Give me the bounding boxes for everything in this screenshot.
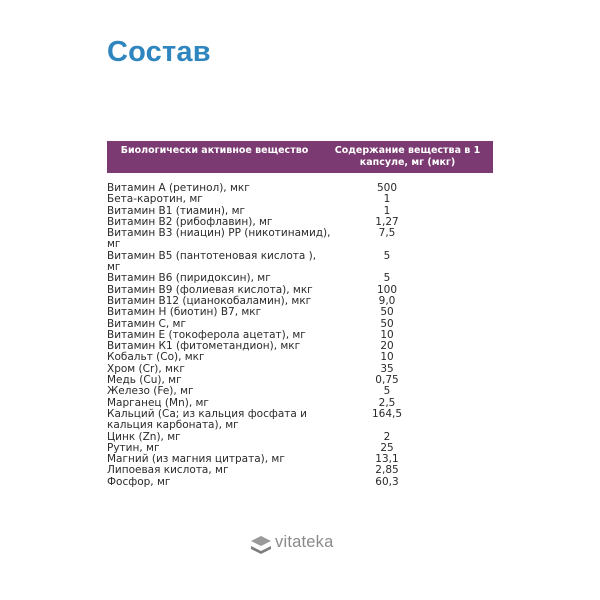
substance-name: Витамин Н (биотин) В7, мкг — [107, 306, 262, 319]
substance-amount: 1 — [383, 204, 391, 217]
substance-name: Витамин А (ретинол), мкг — [107, 182, 250, 194]
substance-amount: 50 — [380, 317, 394, 330]
substance-amount: 2 — [383, 430, 391, 443]
substance-name: Хром (Сr), мкг — [107, 362, 185, 375]
substance-name: Витамин В6 (пиридоксин), мг — [107, 272, 271, 285]
substance-amount: 100 — [376, 283, 398, 296]
substance-name: Марганец (Mn), мг — [107, 396, 209, 409]
substance-name: Витамин В9 (фолиевая кислота), мкг — [107, 283, 313, 296]
substance-name: Медь (Cu), мг — [107, 374, 182, 387]
header-content: Содержание вещества в 1 капсуле, мг (мкг) — [334, 145, 481, 168]
substance-name: Кальций (Са; из кальция фосфата и кальция карбоната), мг — [107, 407, 308, 432]
substance-amount: 2,5 — [378, 396, 396, 409]
substance-name: Витамин Е (токоферола ацетат), мг — [107, 328, 306, 341]
substance-name: Цинк (Zn), мг — [107, 430, 181, 443]
substance-amount: 164,5 — [371, 407, 403, 420]
substance-amount: 0,75 — [375, 374, 399, 387]
substance-amount: 1 — [383, 193, 391, 206]
substance-amount: 5 — [383, 249, 391, 262]
substance-name: Бета-каротин, мг — [107, 193, 203, 206]
substance-name: Кобальт (Со), мкг — [107, 351, 205, 364]
substance-amount: 50 — [380, 306, 394, 319]
table-row — [107, 477, 437, 488]
substance-name: Фосфор, мг — [107, 475, 171, 488]
substance-name: Витамин С, мг — [107, 317, 186, 330]
brand-name: vitateka — [275, 533, 334, 551]
substance-amount: 35 — [380, 362, 394, 375]
substance-name: Рутин, мг — [107, 441, 160, 454]
substance-name: Витамин В3 (ниацин) РР (никотинамид), мг — [107, 227, 331, 251]
substance-name: Витамин В5 (пантотеновая кислота ), мг — [107, 249, 317, 274]
substance-name: Витамин В1 (тиамин), мг — [107, 204, 246, 217]
table-row — [107, 228, 437, 251]
composition-table — [107, 183, 437, 488]
substance-amount: 2,85 — [375, 464, 399, 477]
substance-amount: 9,0 — [378, 294, 396, 307]
table-row — [107, 273, 437, 284]
substance-name: Витамин В12 (цианокобаламин), мкг — [107, 294, 312, 307]
table-row — [107, 409, 437, 432]
table-row — [107, 251, 437, 274]
substance-name: Магний (из магния цитрата), мг — [107, 453, 285, 466]
header-substance: Биологически активное вещество — [120, 145, 309, 156]
table-header — [107, 141, 493, 173]
substance-amount: 5 — [383, 272, 391, 285]
substance-amount: 10 — [380, 351, 394, 364]
substance-name: Витамин В2 (рибофлавин), мг — [107, 215, 273, 228]
substance-amount: 5 — [383, 385, 391, 398]
page-title: Состав — [107, 36, 211, 68]
substance-amount: 7,5 — [378, 227, 396, 240]
substance-amount: 13,1 — [375, 453, 399, 466]
substance-amount: 25 — [380, 441, 394, 454]
table-row — [107, 386, 437, 397]
substance-name: Железо (Fe), мг — [107, 385, 194, 398]
substance-amount: 500 — [376, 182, 398, 194]
vitateka-logo-icon — [250, 535, 272, 555]
substance-amount: 60,3 — [375, 475, 399, 488]
table-row — [107, 307, 437, 318]
table-row — [107, 194, 437, 205]
substance-amount: 20 — [380, 340, 394, 353]
substance-amount: 1,27 — [375, 215, 399, 228]
substance-name: Липоевая кислота, мг — [107, 464, 229, 477]
substance-name: Витамин К1 (фитометандион), мкг — [107, 340, 301, 353]
substance-amount: 10 — [380, 328, 394, 341]
